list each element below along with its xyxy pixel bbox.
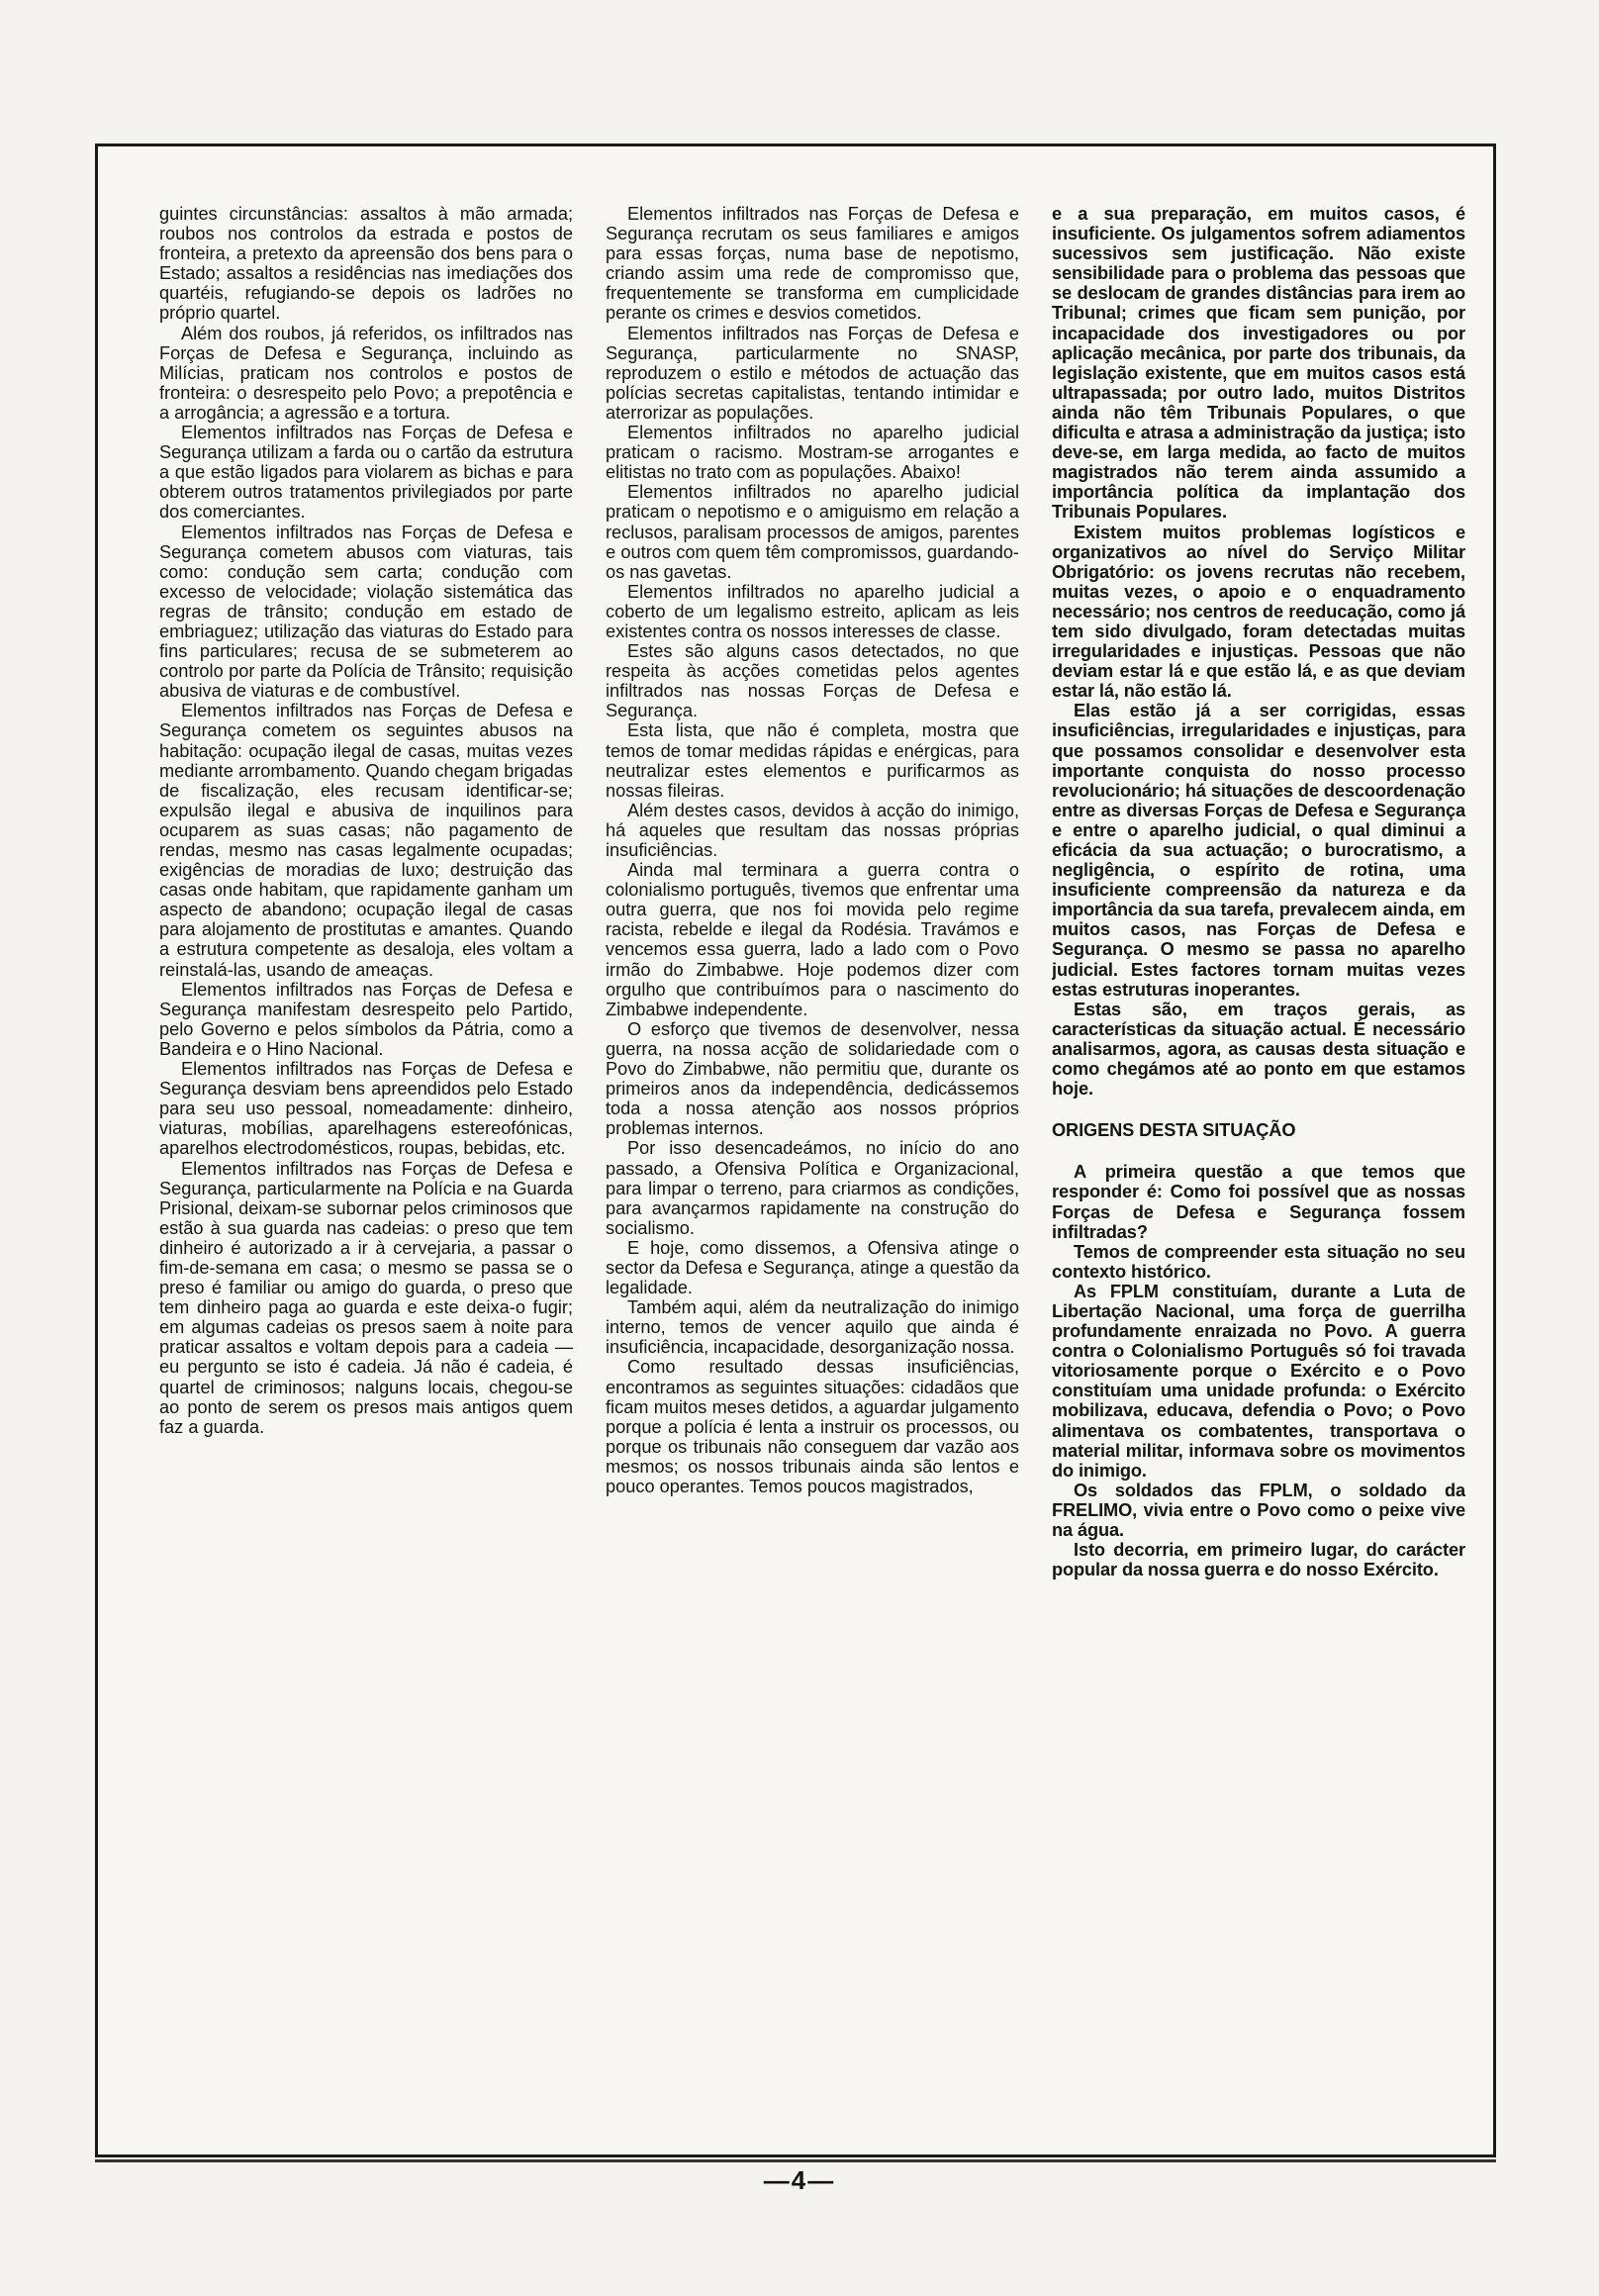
paragraph: Elementos infiltrados nas Forças de Defesa e Segurança utilizam a farda ou o cartão da estrutura a que estão ligados para violarem as bichas e para obterem outros tratamentos privilegiados por parte dos comerciantes. (159, 423, 573, 523)
paragraph: As FPLM constituíam, durante a Luta de Libertação Nacional, uma força de guerrilha profundamente enraizada no Povo. A guerra contra o Colonialismo Português só foi travada vitoriosamente porque o Exército e o Povo constituíam uma unidade profunda: o Exército mobilizava, educava, defendia o Povo; o Povo alimentava os combatentes, transportava o material militar, informava sobre os movimentos do inimigo. (1052, 1281, 1465, 1481)
paragraph: Elementos infiltrados nas Forças de Defesa e Segurança, particularmente no SNASP, reproduzem o estilo e métodos de actuação das polícias secretas capitalistas, tentando intimidar e aterrorizar as populações. (606, 323, 1019, 423)
paragraph: Elementos infiltrados nas Forças de Defesa e Segurança, particularmente na Polícia e na Guarda Prisional, deixam-se subornar pelos criminosos que estão à sua guarda nas cadeias: o preso que tem dinheiro é autorizado a ir à cervejaria, a passar o fim-de-semana em casa; o mesmo se passa se o preso é familiar ou amigo do guarda, o preso que tem dinheiro paga ao guarda e este deixa-o fugir; em algumas cadeias os presos saem à noite para praticar assaltos e voltam depois para a cadeia — eu pergunto se isto é cadeia. Já não é cadeia, é quartel de criminosos; nalguns locais, chegou-se ao ponto de serem os presos mais antigos quem faz a guarda. (159, 1158, 573, 1437)
paragraph: guintes circunstâncias: assaltos à mão armada; roubos nos controlos da estrada e postos de fronteira, a pretexto da apreensão dos bens para o Estado; assaltos a residências nas imediações dos quartéis, refugiando-se depois os ladrões no próprio quartel. (159, 204, 573, 324)
paragraph: E hoje, como dissemos, a Ofensiva atinge o sector da Defesa e Segurança, atinge a questão da legalidade. (606, 1237, 1019, 1298)
paragraph: Esta lista, que não é completa, mostra que temos de tomar medidas rápidas e enérgicas, para neutralizar estes elementos e purificarmos as nossas fileiras. (606, 720, 1019, 801)
paragraph: Como resultado dessas insuficiências, encontramos as seguintes situações: cidadãos que ficam muitos meses detidos, a aguardar julgamento porque a polícia é lenta a instruir os processos, ou porque os tribunais não conseguem dar vazão aos mesmos; os nossos tribunais ainda são lentos e pouco operantes. Temos poucos magistrados, (606, 1357, 1019, 1496)
paragraph: Além destes casos, devidos à acção do inimigo, há aqueles que resultam das nossas próprias insuficiências. (606, 800, 1019, 860)
paragraph: Elementos infiltrados no aparelho judicial praticam o nepotismo e o amiguismo em relação a reclusos, paralisam processos de amigos, parentes e outros com quem têm compromissos, guardando-os nas gavetas. (606, 482, 1019, 582)
paragraph: Ainda mal terminara a guerra contra o colonialismo português, tivemos que enfrentar uma outra guerra, que nos foi movida pelo regime racista, rebelde e ilegal da Rodésia. Travámos e vencemos essa guerra, lado a lado com o Povo irmão do Zimbabwe. Hoje podemos dizer com orgulho que contribuímos para o nascimento do Zimbabwe independente. (606, 860, 1019, 1019)
paragraph: Elementos infiltrados no aparelho judicial a coberto de um legalismo estreito, aplicam as leis existentes contra os nossos interesses de classe. (606, 581, 1019, 641)
paragraph: Elementos infiltrados nas Forças de Defesa e Segurança recrutam os seus familiares e amigos para essas forças, numa base de nepotismo, criando assim uma rede de compromisso que, frequentemente se transforma em cumplicidade perante os crimes e desvios cometidos. (606, 204, 1019, 324)
paragraph: Elementos infiltrados nas Forças de Defesa e Segurança cometem os seguintes abusos na habitação: ocupação ilegal de casas, muitas vezes mediante arrombamento. Quando chegam brigadas de fiscalização, eles recusam identificar-se; expulsão ilegal e abusiva de inquilinos para ocuparem as suas casas; não pagamento de rendas, mesmo nas casas legalmente ocupadas; exigências de moradias de luxo; destruição das casas onde habitam, que rapidamente ganham um aspecto de abandono; ocupação ilegal de casas para alojamento de prostitutas e amantes. Quando a estrutura competente as desaloja, eles voltam a reinstalá-las, usando de ameaças. (159, 701, 573, 980)
paragraph: Temos de compreender esta situação no seu contexto histórico. (1052, 1241, 1465, 1282)
paragraph: Existem muitos problemas logísticos e organizativos ao nível do Serviço Militar Obrigatório: os jovens recrutas não recebem, muitas vezes, o apoio e o enquadramento necessário; nos centros de reeducação, como já tem sido divulgado, foram detectadas muitas irregularidades e injustiças. Pessoas que não deviam estar lá e que estão lá, e as que deviam estar lá, não estão lá. (1052, 522, 1465, 702)
page-number: —4— (763, 2165, 836, 2195)
paragraph: Elas estão já a ser corrigidas, essas insuficiências, irregularidades e injustiças, para que possamos consolidar e desenvolver esta importante conquista do nosso processo revolucionário; há situações de descoordenação entre as diversas Forças de Defesa e Segurança e entre o aparelho judicial, o qual diminui a eficácia da sua actuação; o burocratismo, a negligência, o espírito de rotina, uma insuficiente compreensão da natureza e da importância da sua tarefa, prevalecem ainda, em muitos casos, nas Forças de Defesa e Segurança. O mesmo se passa no aparelho judicial. Estes factores tornam muitas vezes estas estruturas inoperantes. (1052, 701, 1465, 1000)
paragraph: Os soldados das FPLM, o soldado da FRELIMO, vivia entre o Povo como o peixe vive na água. (1052, 1480, 1465, 1540)
column-3 (1052, 204, 1465, 2114)
paragraph: Também aqui, além da neutralização do inimigo interno, temos de vencer aquilo que ainda é insuficiência, incapacidade, desorganização nossa. (606, 1297, 1019, 1358)
article-columns (159, 204, 1465, 2114)
paragraph: Elementos infiltrados nas Forças de Defesa e Segurança desviam bens apreendidos pelo Estado para seu uso pessoal, nomeadamente: dinheiro, viaturas, mobílias, aparelhagens estereofónicas, aparelhos electrodomésticos, roupas, bebidas, etc. (159, 1059, 573, 1159)
paragraph: Elementos infiltrados nas Forças de Defesa e Segurança cometem abusos com viaturas, tais como: condução sem carta; condução com excesso de velocidade; violação sistemática das regras de trânsito; condução em estado de embriaguez; utilização das viaturas do Estado para fins particulares; recusa de se submeterem ao controlo por parte da Polícia de Trânsito; requisição abusiva de viaturas e de combustível. (159, 522, 573, 702)
paragraph: Além dos roubos, já referidos, os infiltrados nas Forças de Defesa e Segurança, incluindo as Milícias, praticam nos controlos e postos de fronteira: o desrespeito pelo Povo; a prepotência e a arrogância; a agressão e a tortura. (159, 323, 573, 423)
page-frame (95, 144, 1496, 2157)
paragraph: Por isso desencadeámos, no início do ano passado, a Ofensiva Política e Organizacional, para limpar o terreno, para criarmos as condições, para avançarmos rapidamente na construção do socialismo. (606, 1138, 1019, 1238)
section-heading: ORIGENS DESTA SITUAÇÃO (1052, 1120, 1296, 1141)
column-2 (606, 204, 1019, 2114)
paragraph: e a sua preparação, em muitos casos, é insuficiente. Os julgamentos sofrem adiamentos sucessivos sem justificação. Não existe sensibilidade para o problema das pessoas que se deslocam de grandes distâncias para irem ao Tribunal; crimes que ficam sem punição, por incapacidade dos investigadores ou por aplicação mecânica, por parte dos tribunais, da legislação existente, que em muitos casos está ultrapassada; por outro lado, muitos Distritos ainda não têm Tribunais Populares, o que dificulta e atrasa a administração da justiça; isto deve-se, em larga medida, ao facto de muitos magistrados não terem ainda assumido a importância política da implantação dos Tribunais Populares. (1052, 204, 1465, 523)
column-1 (159, 204, 573, 2114)
paragraph: Estes são alguns casos detectados, no que respeita às acções cometidas pelos agentes infiltrados nas nossas Forças de Defesa e Segurança. (606, 641, 1019, 721)
paragraph: Elementos infiltrados nas Forças de Defesa e Segurança manifestam desrespeito pelo Partido, pelo Governo e pelos símbolos da Pátria, como a Bandeira e o Hino Nacional. (159, 979, 573, 1059)
frame-bottom-rule (95, 2159, 1496, 2162)
paragraph: Elementos infiltrados no aparelho judicial praticam o racismo. Mostram-se arrogantes e elitistas no trato com as populações. Abaixo! (606, 423, 1019, 483)
paragraph: Estas são, em traços gerais, as características da situação actual. É necessário analisarmos, agora, as causas desta situação e como chegámos até ao ponto em que estamos hoje. (1052, 999, 1465, 1100)
paragraph: O esforço que tivemos de desenvolver, nessa guerra, na nossa acção de solidariedade com o Povo do Zimbabwe, não permitiu que, durante os primeiros anos da independência, dedicássemos toda a nossa atenção aos nossos próprios problemas internos. (606, 1018, 1019, 1139)
paragraph: Isto decorria, em primeiro lugar, do carácter popular da nossa guerra e do nosso Exército. (1052, 1540, 1465, 1580)
paragraph: A primeira questão a que temos que responder é: Como foi possível que as nossas Forças de Defesa e Segurança fossem infiltradas? (1052, 1162, 1465, 1242)
